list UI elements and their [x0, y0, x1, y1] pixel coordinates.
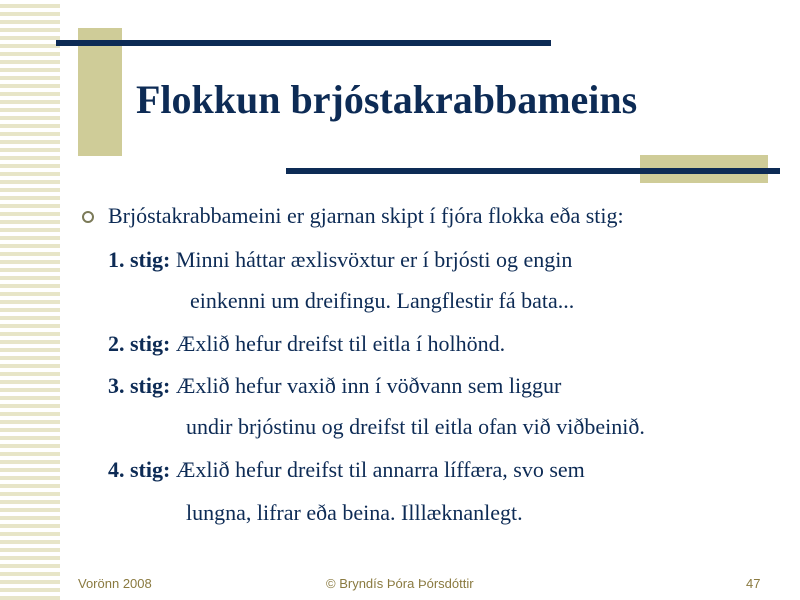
stage-2-text: Æxlið hefur dreifst til eitla í holhönd.: [170, 331, 506, 356]
footer-page-number: 47: [746, 576, 761, 591]
stage-1-text: Minni háttar æxlisvöxtur er í brjósti og engin: [170, 247, 573, 272]
stage-1-line-2: einkenni um dreifingu. Langflestir fá bata...: [190, 288, 575, 313]
stage-2-line-1: [108, 331, 505, 357]
stage-1-label: 1. stig:: [108, 247, 171, 272]
stage-3-line-1: [108, 373, 561, 399]
stage-1-line-1: [108, 247, 572, 273]
stage-4-line-2: lungna, lifrar eða beina. Illlæknanlegt.: [186, 500, 523, 525]
stage-2-label: 2. stig:: [108, 331, 171, 356]
slide-title: Flokkun brjóstakrabbameins: [136, 77, 638, 122]
title-rule-bottom: [286, 168, 780, 174]
title-rule-top: [56, 40, 551, 46]
stage-3-label: 3. stig:: [108, 373, 171, 398]
stage-4-line-1: [108, 457, 585, 483]
stage-3-line-2: undir brjóstinu og dreifst til eitla ofan við viðbeinið.: [186, 414, 645, 439]
footer-term: Vorönn 2008: [78, 576, 152, 591]
stage-4-text: Æxlið hefur dreifst til annarra líffæra, svo sem: [170, 457, 585, 482]
intro-text: Brjóstakrabbameini er gjarnan skipt í fjóra flokka eða stig:: [108, 203, 624, 228]
decorative-block-top-left: [78, 28, 122, 156]
stage-3-text: Æxlið hefur vaxið inn í vöðvann sem liggur: [170, 373, 562, 398]
hollow-circle-bullet-icon: [82, 211, 94, 223]
footer-copyright: © Bryndís Þóra Þórsdóttir: [326, 576, 474, 591]
decorative-stripe-band: [0, 0, 60, 600]
stage-4-label: 4. stig:: [108, 457, 171, 482]
